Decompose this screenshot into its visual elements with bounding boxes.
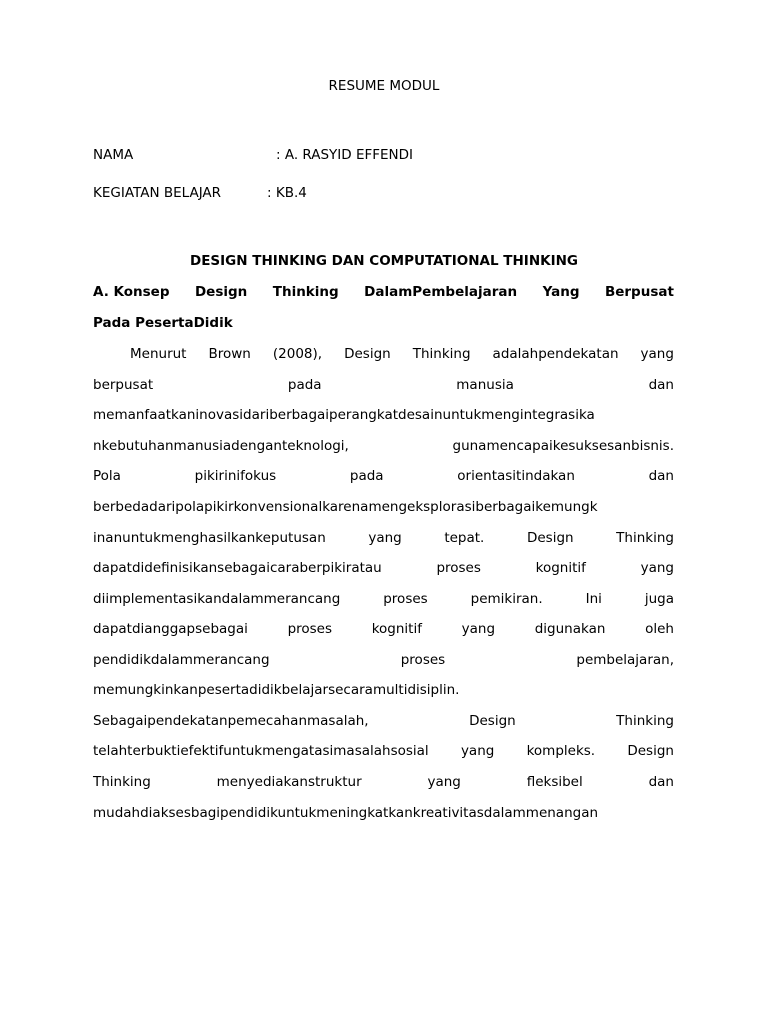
body-word: Design xyxy=(526,530,574,546)
body-line xyxy=(93,438,674,454)
body-line xyxy=(93,713,674,729)
document-title: RESUME MODUL xyxy=(328,78,440,94)
body-word: dan xyxy=(648,377,674,393)
body-word: orientasitindakan xyxy=(457,468,575,484)
body-word: pembelajaran, xyxy=(576,652,674,668)
body-word: Design xyxy=(344,346,391,362)
main-heading: DESIGN THINKING DAN COMPUTATIONAL THINKING xyxy=(190,253,578,269)
body-word: oleh xyxy=(645,621,674,637)
body-word: pemikiran. xyxy=(470,591,543,607)
body-word: Thinking xyxy=(93,774,151,790)
section-heading-word: Design xyxy=(194,284,248,300)
body-word: yang xyxy=(460,743,495,759)
section-heading-line-1 xyxy=(93,284,674,300)
body-word: proses xyxy=(383,591,428,607)
body-word: Thinking xyxy=(616,530,674,546)
body-word: Brown xyxy=(208,346,251,362)
body-word: gunamencapaikesuksesanbisnis. xyxy=(452,438,674,454)
body-word: proses xyxy=(287,621,333,637)
body-line xyxy=(93,743,674,759)
activity-value: : KB.4 xyxy=(267,185,307,201)
name-label: NAMA xyxy=(93,147,134,163)
body-word: dan xyxy=(648,774,674,790)
body-word: proses xyxy=(436,560,481,576)
body-line xyxy=(93,591,674,607)
body-line: memanfaatkaninovasidariberbagaiperangkatdesainuntukmengintegrasika xyxy=(93,407,595,423)
body-line xyxy=(93,530,674,546)
body-word: Thinking xyxy=(616,713,674,729)
section-heading-word: A. Konsep xyxy=(93,284,170,300)
body-word: pada xyxy=(287,377,322,393)
body-word: tepat. xyxy=(444,530,485,546)
body-word: berpusat xyxy=(93,377,154,393)
section-heading-word: Berpusat xyxy=(604,284,674,300)
body-word: Ini xyxy=(585,591,602,607)
section-heading-line-2: Pada PesertaDidik xyxy=(93,315,233,331)
body-word: Menurut xyxy=(130,346,187,362)
body-word: manusia xyxy=(456,377,514,393)
body-line xyxy=(93,652,674,668)
body-word: diimplementasikandalammerancang xyxy=(93,591,341,607)
body-line xyxy=(93,560,674,576)
body-line xyxy=(93,468,674,484)
body-word: Design xyxy=(469,713,516,729)
body-word: pendidikdalammerancang xyxy=(93,652,270,668)
body-word: yang xyxy=(427,774,461,790)
body-word: adalahpendekatan xyxy=(492,346,619,362)
body-word: proses xyxy=(400,652,446,668)
body-word: dapatdidefinisikansebagaicaraberpikiratau xyxy=(93,560,382,576)
body-line: memungkinkanpesertadidikbelajarsecaramultidisiplin. xyxy=(93,682,460,698)
body-word: kognitif xyxy=(371,621,422,637)
body-line: berbedadaripolapikirkonvensionalkarenamengeksplorasiberbagaikemungk xyxy=(93,499,598,515)
section-heading-word: DalamPembelajaran xyxy=(364,284,518,300)
body-word: dapatdianggapsebagai xyxy=(93,621,248,637)
body-line xyxy=(130,346,674,362)
body-word: Pola xyxy=(93,468,121,484)
body-word: Design xyxy=(627,743,674,759)
activity-label: KEGIATAN BELAJAR xyxy=(93,185,222,201)
body-word: kognitif xyxy=(535,560,586,576)
body-word: nkebutuhanmanusiadenganteknologi, xyxy=(93,438,349,454)
body-word: dan xyxy=(648,468,674,484)
body-word: fleksibel xyxy=(526,774,583,790)
body-word: Sebagaipendekatanpemecahanmasalah, xyxy=(93,713,369,729)
section-heading-word: Yang xyxy=(542,284,580,300)
section-heading-word: Thinking xyxy=(272,284,339,300)
body-word: juga xyxy=(644,591,674,607)
body-word: Thinking xyxy=(412,346,471,362)
body-line xyxy=(93,377,674,393)
body-word: yang xyxy=(461,621,496,637)
body-word: pada xyxy=(349,468,384,484)
body-word: inanuntukmenghasilkankeputusan xyxy=(93,530,326,546)
body-word: (2008), xyxy=(272,346,323,362)
body-line xyxy=(93,621,674,637)
body-word: pikirinifokus xyxy=(194,468,277,484)
body-word: menyediakanstruktur xyxy=(216,774,362,790)
body-word: yang xyxy=(368,530,402,546)
body-line xyxy=(93,774,674,790)
body-word: telahterbuktiefektifuntukmengatasimasalahsosial xyxy=(93,743,429,759)
body-word: yang xyxy=(640,346,674,362)
body-line: mudahdiaksesbagipendidikuntukmeningkatkankreativitasdalammenangan xyxy=(93,805,599,821)
body-word: digunakan xyxy=(534,621,606,637)
body-word: yang xyxy=(640,560,674,576)
body-word: kompleks. xyxy=(526,743,596,759)
name-value: : A. RASYID EFFENDI xyxy=(276,147,414,163)
